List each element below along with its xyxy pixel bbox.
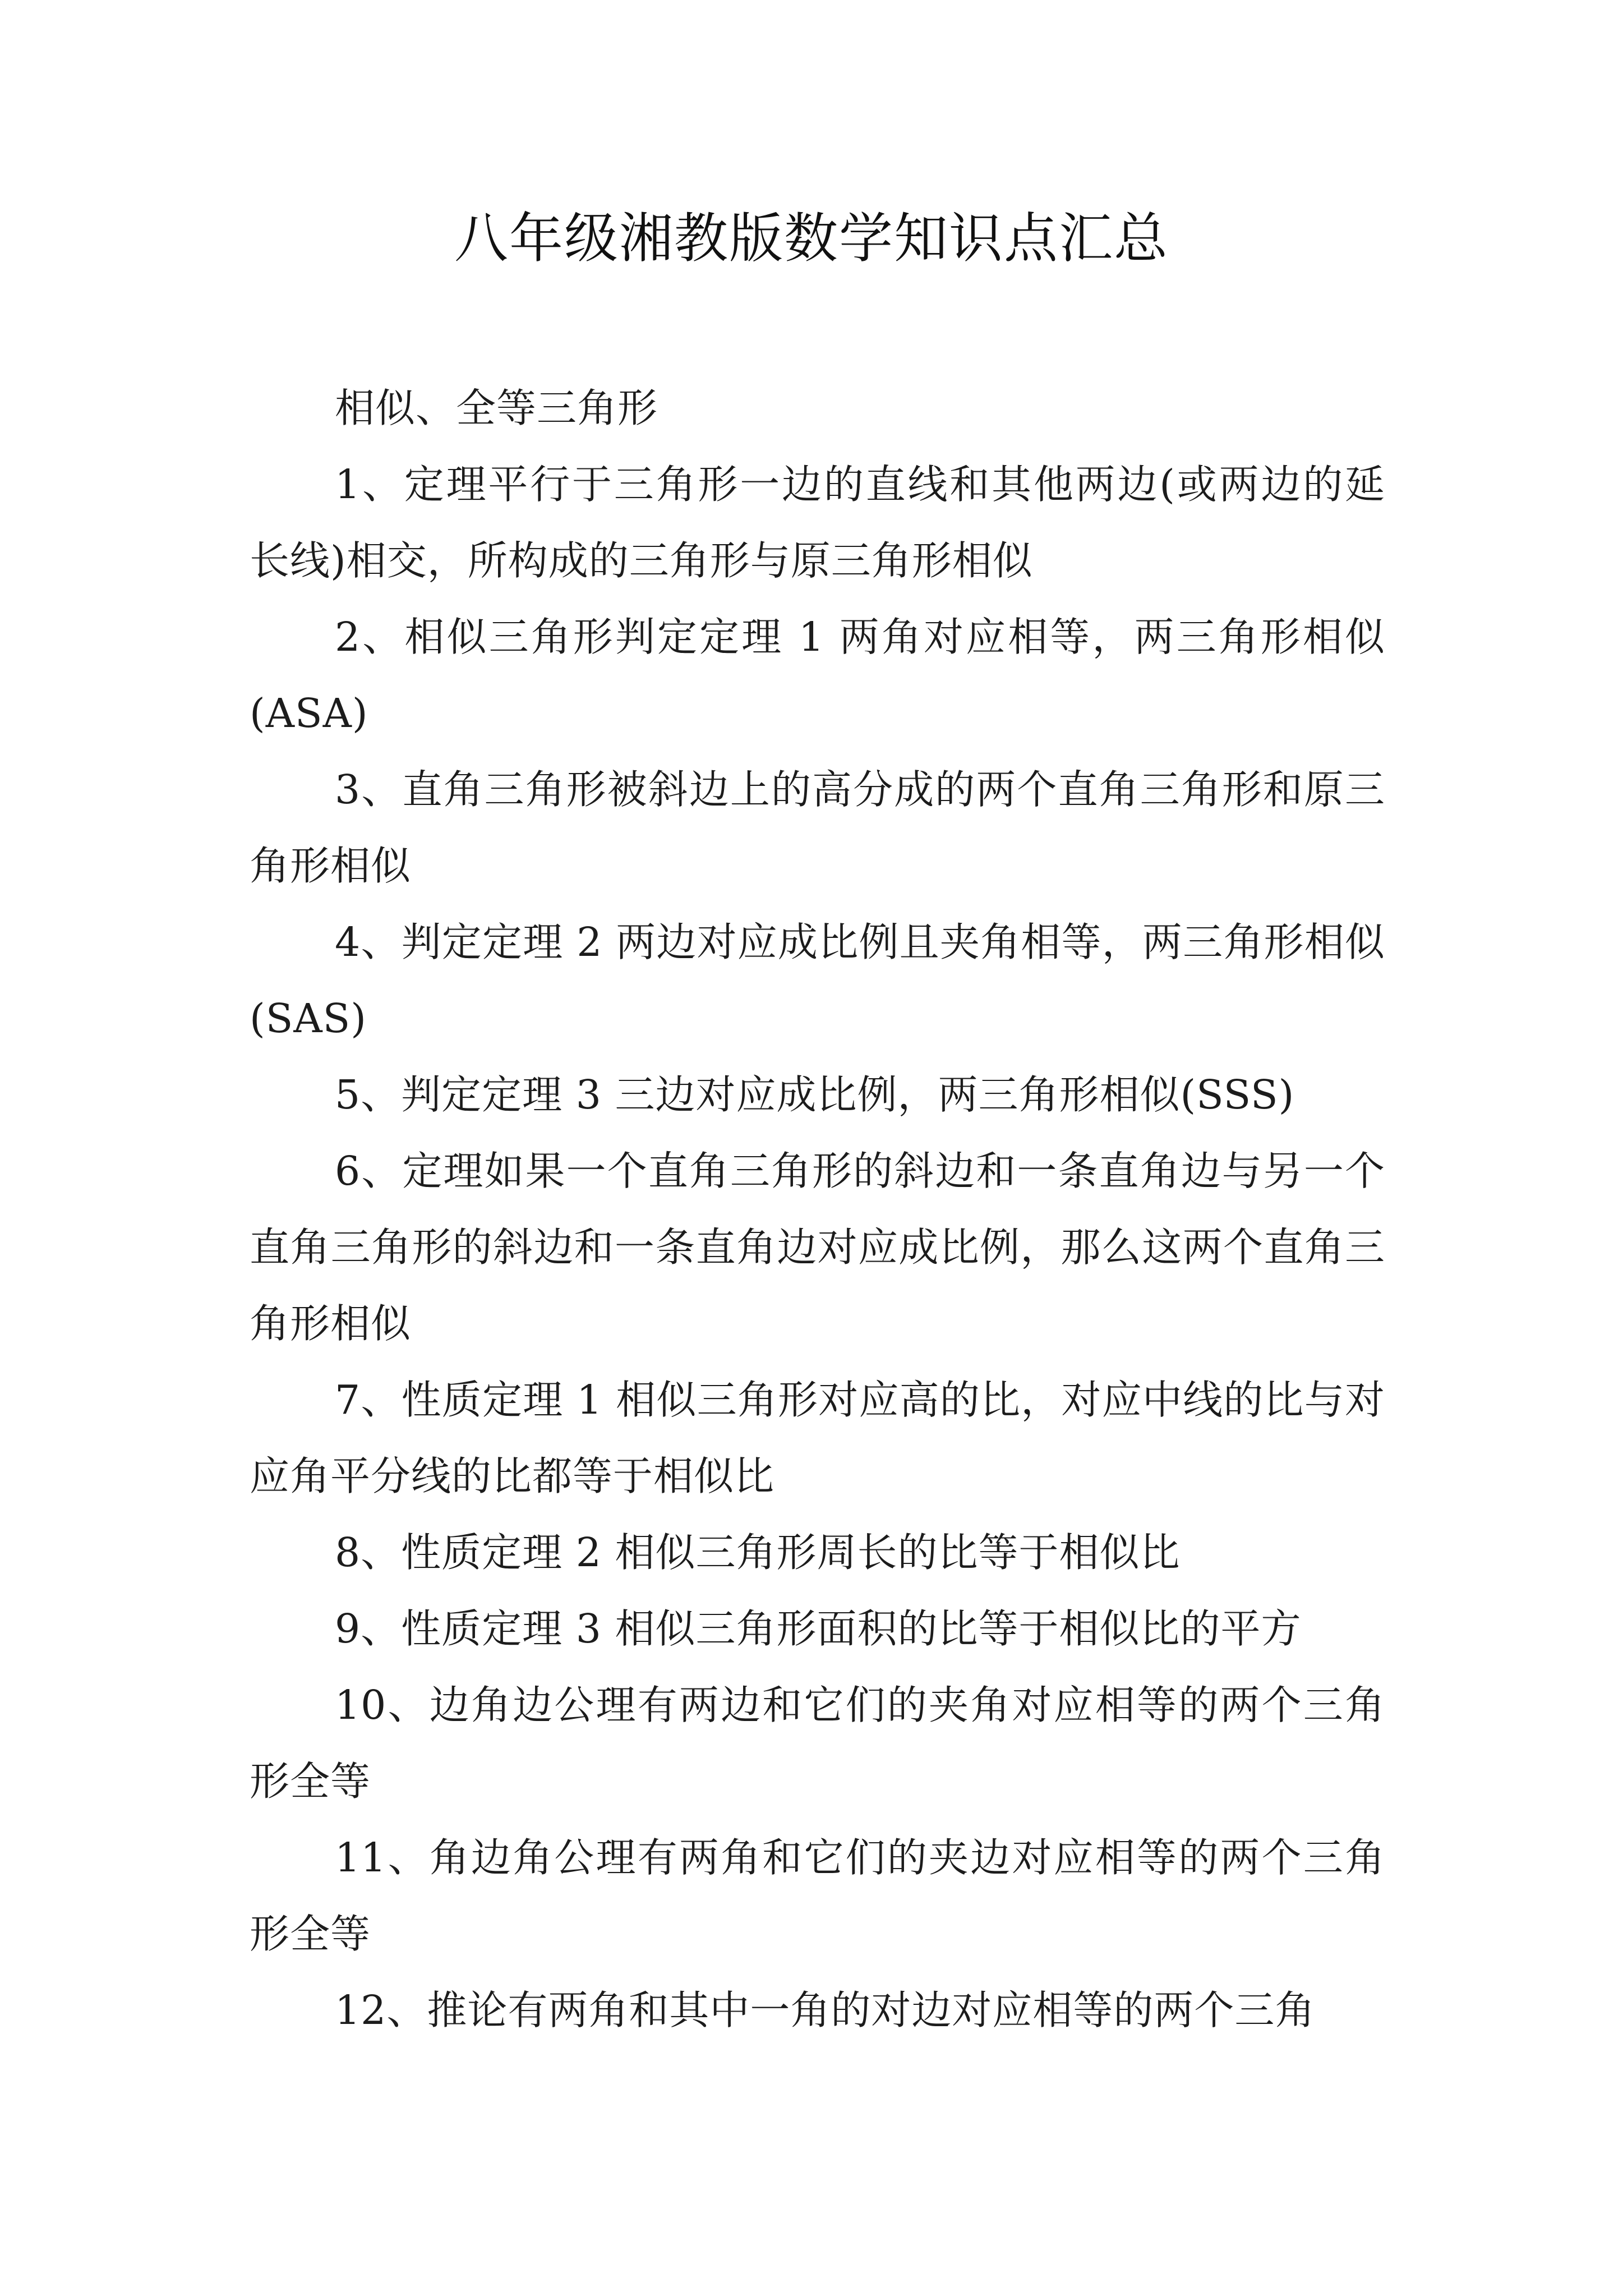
list-item: 2、相似三角形判定定理 1 两角对应相等，两三角形相似(ASA) bbox=[250, 614, 1385, 737]
list-item: 9、性质定理 3 相似三角形面积的比等于相似比的平方 bbox=[335, 1605, 1302, 1652]
document-body bbox=[250, 370, 1385, 2049]
section-heading: 相似、全等三角形 bbox=[335, 385, 658, 431]
list-item: 4、判定定理 2 两边对应成比例且夹角相等，两三角形相似(SAS) bbox=[250, 919, 1385, 1042]
list-item: 6、定理如果一个直角三角形的斜边和一条直角边与另一个直角三角形的斜边和一条直角边对应成比例，那么这两个直角三角形相似 bbox=[250, 1148, 1385, 1347]
list-item: 12、推论有两角和其中一角的对边对应相等的两个三角 bbox=[335, 1987, 1316, 2033]
list-item: 7、性质定理 1 相似三角形对应高的比，对应中线的比与对应角平分线的比都等于相似比 bbox=[250, 1377, 1385, 1499]
list-item: 11、角边角公理有两角和它们的夹边对应相等的两个三角形全等 bbox=[250, 1834, 1385, 1957]
list-item: 10、边角边公理有两边和它们的夹角对应相等的两个三角形全等 bbox=[250, 1682, 1385, 1805]
list-item: 1、定理平行于三角形一边的直线和其他两边(或两边的延长线)相交，所构成的三角形与原三角形相似 bbox=[250, 461, 1385, 584]
document-title: 八年级湘教版数学知识点汇总 bbox=[454, 207, 1169, 270]
list-item: 8、性质定理 2 相似三角形周长的比等于相似比 bbox=[335, 1529, 1181, 1576]
list-item: 3、直角三角形被斜边上的高分成的两个直角三角形和原三角形相似 bbox=[250, 766, 1385, 889]
list-item: 5、判定定理 3 三边对应成比例，两三角形相似(SSS) bbox=[335, 1071, 1295, 1118]
